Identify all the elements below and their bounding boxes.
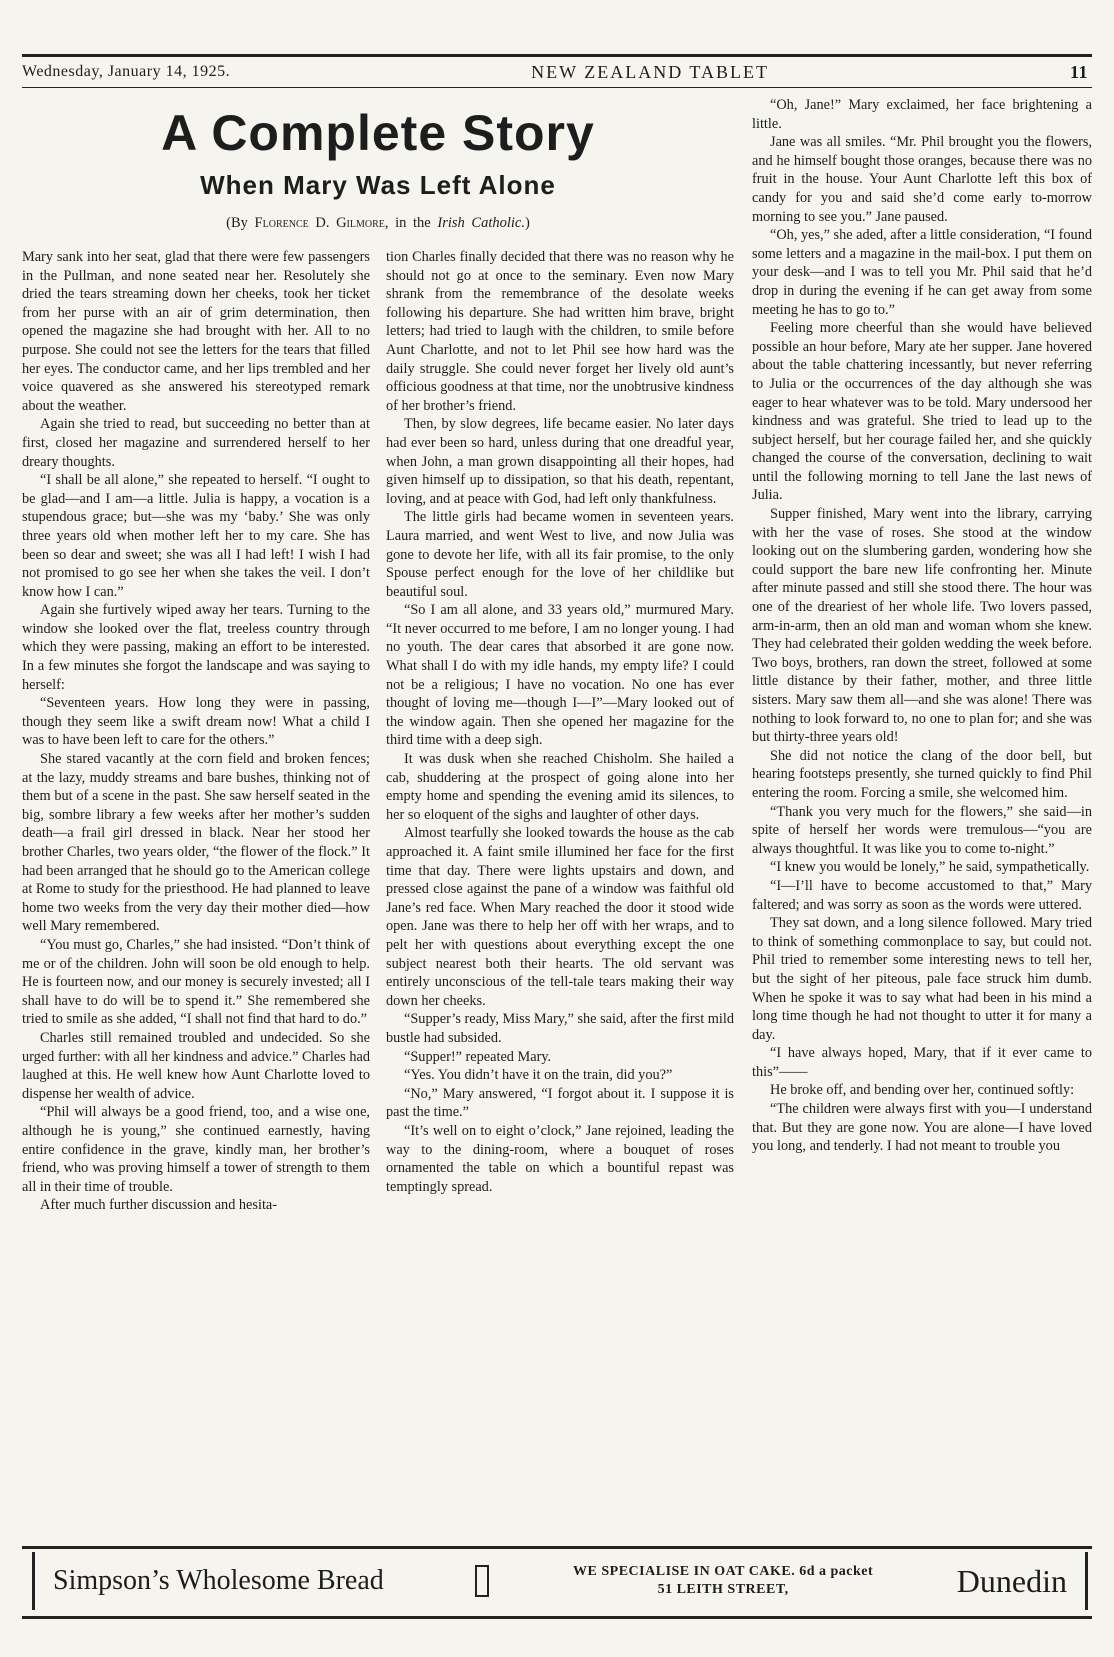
paragraph: “Yes. You didn’t have it on the train, did you?” xyxy=(404,1067,673,1084)
paragraph: Feeling more cheerful than she would have believed possible an hour before, Mary ate her supper. Jane hovered about the table chattering incessantly, but never referring to Julia or the occurrences of the day although she was eager to hear whatever was to be told. Mary undersood her kindness and was grateful. She tried to lead up to the subject herself, but her courage failed her, and she quickly changed the course of the conversation, declining to wait until the following morning to tell Jane the last news of Julia. xyxy=(752,320,1092,504)
page-header xyxy=(22,54,1092,88)
ad-details xyxy=(573,1563,873,1599)
story-subtitle: When Mary Was Left Alone xyxy=(200,170,556,200)
ad-city: Dunedin xyxy=(956,1562,1067,1599)
paragraph: She stared vacantly at the corn field and broken fences; at the lazy, muddy streams and bare bushes, thinking not of them but of a scene in the past. She saw herself seated in the big, sombre library a few weeks after her mother’s sudden death—a frail girl dressed in black. Near her stood her brother Charles, two years older, “the flower of the flock.” It had been arranged that he should go to the American college at Rome to study for the priesthood. He had planned to leave home two weeks from the very day their mother died—how well Mary remembered. xyxy=(22,751,370,935)
paragraph: Jane was all smiles. “Mr. Phil brought you the flowers, and he himself bought those oranges, because there was no fruit in the house. Your Aunt Charlotte left this box of candy for you and said she’d come early to-morrow morning to see you.” Jane paused. xyxy=(752,134,1092,225)
byline-mid: in the xyxy=(395,215,431,231)
paragraph: “No,” Mary answered, “I forgot about it. I suppose it is past the time.” xyxy=(386,1085,734,1121)
paragraph: It was dusk when she reached Chisholm. She hailed a cab, shuddering at the prospect of going alone into her empty home and spending the evening amid its silences, to her so eloquent of the sighs and laughter of other days. xyxy=(386,751,734,823)
ad-line-2: 51 LEITH STREET, xyxy=(657,1582,789,1597)
story-heading xyxy=(22,104,734,232)
paragraph: “It’s well on to eight o’clock,” Jane rejoined, leading the way to the dining-room, where a bouquet of roses ornamented the table on which a bountiful repast was temptingly spread. xyxy=(386,1122,734,1195)
byline-suffix: ) xyxy=(524,215,530,231)
paragraph: “Supper!” repeated Mary. xyxy=(404,1048,552,1065)
paragraph: Again she tried to read, but succeeding no better than at first, closed her magazine and surrendered herself to her dreary thoughts. xyxy=(22,416,370,470)
page-number: 11 xyxy=(1069,61,1088,82)
paragraph: “Oh, Jane!” Mary exclaimed, her face brightening a little. xyxy=(752,97,1092,132)
advertisement-top-rule xyxy=(22,1546,1092,1549)
issue-date: Wednesday, January 14, 1925. xyxy=(22,63,231,80)
text-column-1 xyxy=(22,248,370,1215)
paragraph: “The children were always first with you—I understand that. But they are gone now. You are alone—I have loved you long, and tenderly. I had not meant to trouble you xyxy=(752,1101,1092,1155)
paragraph: “Thank you very much for the flowers,” she said—in spite of herself her words were tremulous—“you are always thoughtful. It was like you to come to-night.” xyxy=(752,803,1092,857)
text-column-2 xyxy=(386,248,734,1196)
paragraph: “I shall be all alone,” she repeated to herself. “I ought to be glad—and I am—a little. Julia is happy, a vocation is a stupendous grace; but—she was my ‘baby.’ She was only three years old when mother left her to my care. She has been so dear and sweet; she was all I had left! I wish I had not promised to go see her when she takes the veil. I don’t know how I can.” xyxy=(22,472,370,600)
paragraph: “I knew you would be lonely,” he said, sympathetically. xyxy=(770,859,1090,876)
paragraph: Charles still remained troubled and undecided. So she urged further: with all her kindness and advice.” Charles had laughed at this. He well knew how Aunt Charlotte loved to dispense her wealth of advice. xyxy=(22,1029,370,1102)
paragraph: “Supper’s ready, Miss Mary,” she said, after the first mild bustle had subsided. xyxy=(386,1011,734,1046)
paragraph: “So I am all alone, and 33 years old,” murmured Mary. “It never occurred to me before, I am no longer young. I had no youth. The dear cares that absorbed it are gone now. What shall I do with my idle hands, my empty life? I could not be a religious; I have no vocation. No one has ever thought of loving me—though I—I”—Mary looked out of the window again. Then she opened her magazine for the third time with a deep sigh. xyxy=(386,602,734,749)
paragraph: Again she furtively wiped away her tears. Turning to the window she looked over the flat, treeless country through which they were passing, making an effort to be interested. In a few minutes she forgot the landscape and was saying to herself: xyxy=(22,602,370,693)
paragraph: After much further discussion and hesita- xyxy=(40,1197,278,1214)
paragraph: tion Charles finally decided that there was no reason why he should not go at once to the seminary. Even now Mary shrank from the remembrance of the desolate weeks following his departure. She had written him brave, bright letters; had tried to laugh with the children, to smile before Aunt Charlotte, and not to let Phil see how hard was the daily struggle. She could never forget her lively old aunt’s officious goodness at that time, nor the unobtrusive kindness of her brother’s friend. xyxy=(386,249,734,414)
paragraph: “Phil will always be a good friend, too, and a wise one, although he is young,” she continued earnestly, having entire confidence in the grave, kindly man, her brother’s friend, who was proving himself a tower of strength to them all in their time of trouble. xyxy=(22,1104,370,1195)
paragraph: “I have always hoped, Mary, that if it ever came to this”—— xyxy=(752,1045,1092,1080)
paragraph: Mary sank into her seat, glad that there were few passengers in the Pullman, and none seated near her. Resolutely she dried the tears streaming down her cheeks, took her ticket from her purse with an air of grim determination, then opened the magazine she had brought with her. All to no purpose. She could not see the letters for the tears that filled her eyes. The conductor came, and her lips trembled and her voice quavered as she answered his stereotyped remark about the weather. xyxy=(22,249,370,414)
paragraph: They sat down, and a long silence followed. Mary tried to think of something commonplace to say, but could not. Phil tried to remember some interesting news to tell her, but the sight of her piteous, pale face struck him dumb. When he spoke it was to say what had been in his mind a long time though he had not thought to utter it for many a day. xyxy=(752,915,1092,1043)
paragraph: Then, by slow degrees, life became easier. No later days had ever been so hard, unless during that one dreadful year, when John, a man grown disappointing all their hopes, had given himself up to dissipation, so that his death, repentant, loving, and at peace with God, had left only thankfulness. xyxy=(386,416,734,507)
ad-ornament xyxy=(475,1565,489,1597)
paragraph: The little girls had became women in seventeen years. Laura married, and went West to live, and now Julia was gone to devote her life, with all its fair promise, to the only Spouse perfect enough for the love of her childlike but beautiful soul. xyxy=(386,509,734,600)
source-publication: Irish Catholic. xyxy=(437,215,525,231)
paragraph: Almost tearfully she looked towards the house as the cab approached it. A faint smile illumined her face for the first time that day. There were lights upstairs and down, and pressed close against the pane of a window was faithful old Jane’s red face. When Mary reached the door it stood wide open. Jane was there to help her off with her wraps, and to pelt her with questions about everything except the one subject nearest both their hearts. The old servant was entirely unconscious of the tell-tale tears making their way down her cheeks. xyxy=(386,825,734,1009)
text-column-3 xyxy=(752,96,1092,1156)
paragraph: “You must go, Charles,” she had insisted. “Don’t think of me or of the children. John will soon be old enough to help. He is fourteen now, and our money is securely invested; all I shall have to do will be to spend it.” She remembered she tried to smile as she added, “I shall not find that hard to do.” xyxy=(22,936,370,1028)
paragraph: He broke off, and bending over her, continued softly: xyxy=(770,1082,1075,1099)
byline xyxy=(22,215,734,232)
advertisement-banner xyxy=(32,1552,1088,1610)
paragraph: She did not notice the clang of the door bell, but hearing footsteps presently, she turned quickly to find Phil entering the room. Forcing a smile, she welcomed him. xyxy=(752,747,1092,801)
paragraph: “Oh, yes,” she aded, after a little consideration, “I found some letters and a magazine in the mail-box. I put them on your desk—and I was to tell you Mr. Phil said that he’d drop in during the evening if he can get away from some meeting he has to go to.” xyxy=(752,227,1092,318)
ad-brand: Simpson’s Wholesome Bread xyxy=(53,1565,384,1596)
author-name: Florence D. Gilmore, xyxy=(254,215,389,231)
paragraph: “I—I’ll have to become accustomed to that,” Mary faltered; and was sorry as soon as the words were uttered. xyxy=(752,877,1092,913)
byline-prefix: (By xyxy=(226,215,248,231)
story-title: A Complete Story xyxy=(161,105,595,161)
paragraph: “Seventeen years. How long they were in passing, though they seem like a swift dream now! What a child I was to have been left to care for the others.” xyxy=(22,695,370,749)
publication-name: NEW ZEALAND TABLET xyxy=(531,61,769,82)
paragraph: Supper finished, Mary went into the library, carrying with her the vase of roses. She stood at the window looking out on the slumbering garden, wondering how she could support the bare new life confronting her. Minute after minute passed and still she stood there. The hour was one of the dreariest of her whole life. Two lovers passed, arm-in-arm, then an old man and woman whom she knew. They had celebrated their golden wedding the week before. Two boys, brothers, ran down the street, followed at some little distance by their father, mother, and three little sisters. Mary saw them all—and she was alone! There was nothing to look forward to, no one to plan for; and she was but thirty-three years old! xyxy=(752,506,1092,746)
advertisement-bottom-rule xyxy=(22,1616,1092,1619)
ad-line-1: WE SPECIALISE IN OAT CAKE. 6d a packet xyxy=(573,1564,874,1579)
